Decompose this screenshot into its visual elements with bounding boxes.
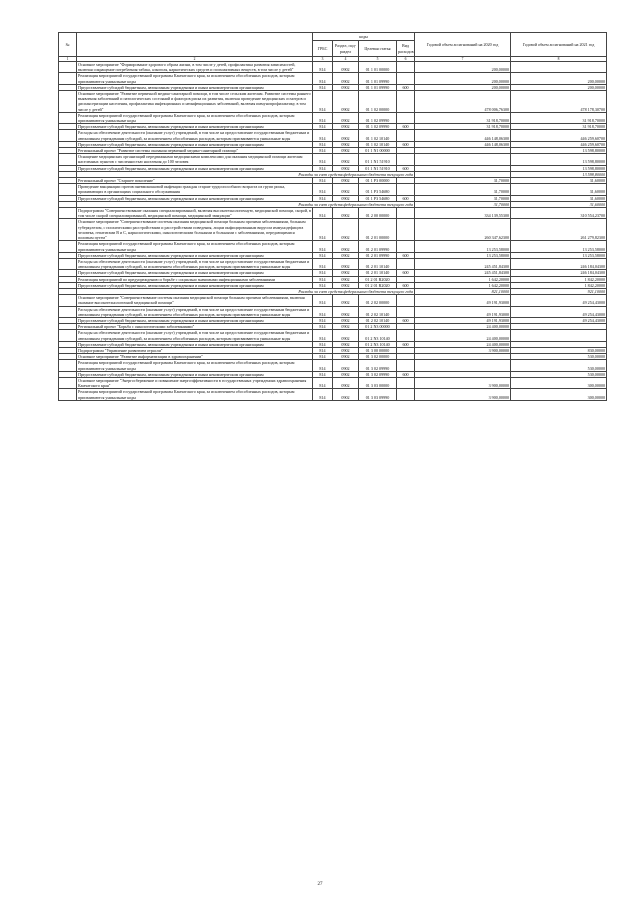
header-razdel: Раздел, под-раздел: [333, 41, 359, 57]
row-number: [59, 241, 77, 252]
row-razdel: 0902: [333, 341, 359, 347]
row-amount-2020: 49 191,93000: [415, 306, 511, 317]
row-grbs: 814: [313, 276, 333, 282]
table-row: [59, 306, 607, 317]
row-vid: 600: [397, 270, 415, 276]
federal-note-text: Расходы за счет средств федерального бюджета текущего года: [77, 171, 415, 177]
row-number: [59, 184, 77, 195]
row-target: 01 2 02 10140: [359, 306, 397, 317]
row-grbs: 814: [313, 219, 333, 241]
row-amount-2021: 830,00000: [511, 347, 607, 353]
table-row: [59, 295, 607, 306]
row-razdel: 0902: [333, 371, 359, 377]
row-target: 01 3 02 00000: [359, 354, 397, 360]
row-description: Региональный проект "Старшее поколение": [77, 178, 313, 184]
row-amount-2020: 24 400,00000: [415, 341, 511, 347]
row-vid: [397, 330, 415, 341]
row-description: Реализация мероприятий государственной программы Камчатского края, за исключением обособленных расходов, которым присваиваются уникальные коды: [77, 112, 313, 123]
row-grbs: 814: [313, 306, 333, 317]
row-razdel: 0902: [333, 124, 359, 130]
row-target: 01 2 01 09990: [359, 252, 397, 258]
row-description: Основное мероприятие "Формирование здорового образа жизни, в том числе у детей, профилактика развития зависимостей, включая сокращение потребления табака, алкоголя, наркотических средств и психоактивных веществ, в том числе у детей": [77, 62, 313, 73]
row-description: Региональный проект "Развитие системы оказания первичной медико-санитарной помощи": [77, 148, 313, 154]
row-number: [59, 360, 77, 371]
row-razdel: 0902: [333, 377, 359, 388]
row-amount-2020: [415, 154, 511, 165]
row-amount-2020: 446 148,06300: [415, 130, 511, 141]
row-vid: 600: [397, 282, 415, 288]
row-description: Предоставление субсидий бюджетным, автономным учреждениям и иным некоммерческим организациям: [77, 84, 313, 90]
row-target: 01 2 02 00000: [359, 295, 397, 306]
row-grbs: 814: [313, 62, 333, 73]
row-amount-2020: 3 900,00000: [415, 377, 511, 388]
row-target: 01 1 N1 51910: [359, 165, 397, 171]
row-target: 01 3 03 09990: [359, 389, 397, 400]
col-num: 8: [511, 57, 607, 62]
row-amount-2021: 446 259,60700: [511, 130, 607, 141]
header-2020: Годовой объем ассигнований на 2020 год: [415, 33, 511, 57]
row-description: Реализация мероприятий государственной программы Камчатского края, за исключением обособленных расходов, которым присваиваются уникальные коды: [77, 360, 313, 371]
row-amount-2020: 334 139,55300: [415, 208, 511, 219]
table-row: [59, 360, 607, 371]
row-amount-2020: 49 191,93000: [415, 317, 511, 323]
row-target: 01 1 01 09990: [359, 84, 397, 90]
row-description: Расходы на обеспечение деятельности (оказание услуг) учреждений, в том числе на предоставление государственным бюджетным и автономным учреждениям субсидий, за исключением обособленных расходов, которым присваиваются уникальные коды: [77, 330, 313, 341]
table-row: [59, 130, 607, 141]
row-grbs: 814: [313, 208, 333, 219]
row-amount-2021: [511, 330, 607, 341]
row-amount-2020: 31,70000: [415, 178, 511, 184]
row-razdel: 0902: [333, 306, 359, 317]
table-row: [59, 112, 607, 123]
row-description: Подпрограмма "Совершенствование оказания специализированной, включая высокотехнологичную, медицинской помощи, скорой, в том числе скорой специализированной, медицинской помощи, медицинской эвакуации": [78, 208, 311, 219]
row-razdel: 0902: [333, 91, 359, 113]
row-amount-2021: 530,00000: [511, 354, 607, 360]
row-description: Предоставление субсидий бюджетным, автономным учреждениям и иным некоммерческим организациям: [77, 317, 313, 323]
page-number: 27: [317, 882, 323, 887]
row-target: 01 1 02 09990: [359, 124, 397, 130]
col-num: 5: [359, 57, 397, 62]
col-num: 3: [313, 57, 333, 62]
federal-amount-2021: 921,10000: [511, 288, 607, 294]
col-num: 4: [333, 57, 359, 62]
row-vid: 600: [397, 141, 415, 147]
row-razdel: 0902: [333, 347, 359, 353]
row-amount-2021: 530,00000: [511, 360, 607, 371]
row-target: 01 2 01 00000: [359, 219, 397, 241]
row-amount-2021: [511, 62, 607, 73]
row-amount-2021: 446 259,60700: [511, 141, 607, 147]
row-amount-2021: 200,00000: [511, 84, 607, 90]
row-grbs: 814: [313, 252, 333, 258]
table-row: [59, 258, 607, 269]
table-row: [59, 219, 607, 241]
row-razdel: 0902: [333, 184, 359, 195]
row-grbs: 814: [313, 347, 333, 353]
row-amount-2021: 13 253,58000: [511, 252, 607, 258]
row-amount-2021: 31,60000: [511, 184, 607, 195]
row-razdel: 0902: [333, 154, 359, 165]
row-number: [59, 330, 77, 341]
row-description: Предоставление субсидий бюджетным, автономным учреждениям и иным некоммерческим организациям: [77, 282, 313, 288]
row-grbs: 814: [313, 241, 333, 252]
row-vid: 600: [397, 252, 415, 258]
row-vid: [397, 208, 415, 219]
row-description: Проведение вакцинации против пневмококковой инфекции граждан старше трудоспособного возраста из групп риска, проживающих в организациях социального обслуживания: [77, 184, 313, 195]
row-target: 01 1 P3 54680: [359, 184, 397, 195]
row-amount-2021: 31,60000: [511, 178, 607, 184]
header-grbs: ГРБС: [313, 41, 333, 57]
row-amount-2021: 49 254,43000: [511, 295, 607, 306]
row-target: 01 1 02 00000: [359, 91, 397, 113]
row-target: 01 2 01 R2020: [359, 282, 397, 288]
row-amount-2021: 261 279,82300: [511, 219, 607, 241]
row-vid: 600: [397, 317, 415, 323]
row-grbs: 814: [313, 324, 333, 330]
row-razdel: 0902: [333, 270, 359, 276]
row-razdel: 0902: [333, 62, 359, 73]
row-target: 01 3 03 00000: [359, 377, 397, 388]
row-target: 01 1 01 09990: [359, 73, 397, 84]
row-vid: 600: [397, 341, 415, 347]
row-razdel: 0902: [333, 389, 359, 400]
row-vid: [397, 130, 415, 141]
row-grbs: 814: [313, 360, 333, 371]
row-amount-2020: 24 400,00000: [415, 330, 511, 341]
row-number: [59, 295, 77, 306]
row-target: 01 2 N3 10140: [359, 330, 397, 341]
header-name: [77, 33, 313, 57]
row-amount-2021: 49 254,43000: [511, 317, 607, 323]
row-number: [59, 62, 77, 73]
row-number: [59, 258, 77, 269]
budget-document: [58, 32, 606, 401]
row-amount-2021: 31,60000: [511, 195, 607, 201]
row-amount-2021: 31 918,70000: [511, 112, 607, 123]
row-razdel: 0902: [333, 258, 359, 269]
row-vid: [397, 154, 415, 165]
table-row: [59, 62, 607, 73]
row-number: [59, 73, 77, 84]
row-amount-2020: 1 642,20000: [415, 282, 511, 288]
row-vid: [397, 360, 415, 371]
row-razdel: 0902: [333, 148, 359, 154]
row-amount-2021: 13 598,80000: [511, 148, 607, 154]
row-description: Предоставление субсидий бюджетным, автономным учреждениям и иным некоммерческим организациям: [77, 371, 313, 377]
federal-note-text: Расходы за счет средств федерального бюджета текущего года: [77, 288, 415, 294]
row-description: Реализация мероприятий государственной программы Камчатского края, за исключением обособленных расходов, которым присваиваются уникальные коды: [77, 389, 313, 400]
row-target: 01 3 02 09990: [359, 360, 397, 371]
row-vid: 600: [397, 165, 415, 171]
col-num: 2: [77, 57, 313, 62]
row-grbs: 814: [313, 148, 333, 154]
row-amount-2021: 246 184,04300: [511, 270, 607, 276]
header-codes: коды: [313, 33, 415, 41]
row-target: 01 1 P3 54680: [359, 195, 397, 201]
row-amount-2021: 1 842,20000: [511, 276, 607, 282]
row-razdel: 0902: [333, 112, 359, 123]
row-target: 01 2 00 00000: [359, 208, 397, 219]
row-description: Основное мероприятие "Развитие информатизации в здравоохранении": [77, 354, 313, 360]
row-grbs: 814: [313, 178, 333, 184]
row-grbs: 814: [313, 130, 333, 141]
row-razdel: 0902: [333, 354, 359, 360]
row-target: 01 2 01 R2020: [359, 276, 397, 282]
row-target: 01 2 N3 10140: [359, 341, 397, 347]
row-amount-2020: 24 400,00000: [415, 324, 511, 330]
row-description: Расходы на обеспечение деятельности (оказание услуг) учреждений, в том числе на предоставление государственным бюджетным и автономным учреждениям субсидий, за исключением обособленных расходов, которым присваиваются уникальные коды: [77, 258, 313, 269]
row-razdel: 0902: [333, 178, 359, 184]
row-description: Подпрограмма "Управление развитием отрасли": [77, 347, 313, 353]
row-description: Предоставление субсидий бюджетным, автономным учреждениям и иным некоммерческим организациям: [77, 165, 313, 171]
row-grbs: 814: [313, 73, 333, 84]
row-amount-2020: 31,70000: [415, 184, 511, 195]
row-description: Оснащение медицинских организаций передвижными медицинскими комплексами для оказания медицинской помощи жителям населенных пунктов с численностью населения до 100 человек: [77, 154, 313, 165]
budget-table: [58, 32, 607, 401]
row-amount-2021: 1 842,20000: [511, 282, 607, 288]
row-amount-2020: 3 900,00000: [415, 347, 511, 353]
row-description: Реализация мероприятий по предупреждению и борьбе с социально значимыми инфекционными заболеваниями: [77, 276, 313, 282]
row-amount-2021: 200,00000: [511, 73, 607, 84]
row-vid: [397, 219, 415, 241]
row-description: Предоставление субсидий бюджетным, автономным учреждениям и иным некоммерческим организациям: [77, 270, 313, 276]
row-grbs: 814: [313, 184, 333, 195]
table-row: [59, 154, 607, 165]
row-number: [59, 219, 77, 241]
header-vid: Вид расходов: [397, 41, 415, 57]
row-amount-2021: 300,00000: [511, 377, 607, 388]
table-row: [59, 184, 607, 195]
row-vid: 600: [397, 195, 415, 201]
row-description: Основное мероприятие "Совершенствование системы оказания медицинской помощи больным прочими заболеваниями, больным туберкулезом, с психическими расстройствами и расстройствами поведения, лицам инфицированным вирусом иммунодефицита человека, гепатитами В и С, наркологическими, онкологическими больными и больными с заболеваниями, передающимися половым путем": [77, 219, 313, 241]
row-razdel: 0902: [333, 295, 359, 306]
row-description: Основное мероприятие "Энергосбережение и повышение энергоэффективности в государственных учреждениях здравоохранения Камчатского края": [77, 377, 313, 388]
row-amount-2020: 31 918,70000: [415, 112, 511, 123]
row-razdel: 0902: [333, 165, 359, 171]
row-razdel: 0902: [333, 241, 359, 252]
row-razdel: 0902: [333, 330, 359, 341]
row-grbs: 814: [313, 84, 333, 90]
row-grbs: 814: [313, 330, 333, 341]
federal-amount-2020: 821,10000: [415, 288, 511, 294]
row-razdel: 0902: [333, 282, 359, 288]
row-target: 01 1 P3 00000: [359, 178, 397, 184]
row-number: [59, 112, 77, 123]
row-vid: [397, 377, 415, 388]
federal-amount-2021: 13 598,80000: [511, 171, 607, 177]
row-grbs: 814: [313, 354, 333, 360]
row-amount-2020: 200,00000: [415, 84, 511, 90]
federal-note-text: Расходы за счет средств федерального бюджета текущего года: [77, 201, 415, 207]
row-amount-2021: 13 253,58000: [511, 241, 607, 252]
table-row: [59, 91, 607, 113]
row-grbs: 814: [313, 141, 333, 147]
row-amount-2021: 310 554,23700: [511, 208, 607, 219]
row-target: 01 3 00 00000: [359, 347, 397, 353]
row-grbs: 814: [313, 295, 333, 306]
row-razdel: 0902: [333, 252, 359, 258]
row-amount-2021: 300,00000: [511, 389, 607, 400]
row-amount-2020: 3 900,00000: [415, 389, 511, 400]
row-grbs: 814: [313, 258, 333, 269]
row-razdel: 0902: [333, 276, 359, 282]
row-razdel: 0902: [333, 130, 359, 141]
row-amount-2020: 260 347,62300: [415, 219, 511, 241]
row-description: Расходы на обеспечение деятельности (оказание услуг) учреждений, в том числе на предоставление государственным бюджетным и автономным учреждениям субсидий, за исключением обособленных расходов, которым присваиваются уникальные коды: [77, 306, 313, 317]
row-target: 01 1 02 10140: [359, 130, 397, 141]
row-target: 01 1 02 10140: [359, 141, 397, 147]
row-description: Предоставление субсидий бюджетным, автономным учреждениям и иным некоммерческим организациям: [77, 124, 313, 130]
row-grbs: 814: [313, 124, 333, 130]
row-description: Предоставление субсидий бюджетным, автономным учреждениям и иным некоммерческим организациям: [77, 141, 313, 147]
row-vid: 600: [397, 84, 415, 90]
row-number: [59, 377, 77, 388]
row-amount-2021: 478 178,30700: [511, 91, 607, 113]
row-razdel: 0902: [333, 317, 359, 323]
row-number: [59, 389, 77, 400]
col-num: 6: [397, 57, 415, 62]
row-grbs: 814: [313, 270, 333, 276]
row-amount-2020: 31,70000: [415, 195, 511, 201]
row-description: Предоставление субсидий бюджетным, автономным учреждениям и иным некоммерческим организациям: [77, 252, 313, 258]
row-amount-2020: 31 918,70000: [415, 124, 511, 130]
row-amount-2021: 246 184,04300: [511, 258, 607, 269]
row-description: Расходы на обеспечение деятельности (оказание услуг) учреждений, в том числе на предоставление государственным бюджетным и автономным учреждениям субсидий, за исключением обособленных расходов, которым присваиваются уникальные коды: [77, 130, 313, 141]
row-description: Предоставление субсидий бюджетным, автономным учреждениям и иным некоммерческим организациям: [77, 195, 313, 201]
col-num: 7: [415, 57, 511, 62]
row-number: [59, 91, 77, 113]
row-description: Основное мероприятие "Совершенствование системы оказания медицинской помощи больным прочими заболеваниями, включая оказание высокотехнологичной медицинской помощи": [77, 295, 313, 306]
row-target: 01 1 01 00000: [359, 62, 397, 73]
row-razdel: 0902: [333, 73, 359, 84]
row-grbs: 814: [313, 112, 333, 123]
table-row: [59, 208, 607, 219]
row-description: Реализация мероприятий государственной программы Камчатского края, за исключением обособленных расходов, которым присваиваются уникальные коды: [77, 73, 313, 84]
row-vid: [397, 184, 415, 195]
table-body: [59, 62, 607, 401]
row-target: 01 2 02 10140: [359, 317, 397, 323]
row-amount-2021: 49 254,43000: [511, 306, 607, 317]
row-vid: [397, 389, 415, 400]
row-target: 01 2 01 10140: [359, 258, 397, 269]
row-razdel: 0902: [333, 195, 359, 201]
row-grbs: 814: [313, 165, 333, 171]
row-number: [59, 154, 77, 165]
row-target: 01 1 N1 51910: [359, 154, 397, 165]
row-vid: [397, 306, 415, 317]
row-razdel: 0902: [333, 141, 359, 147]
row-amount-2020: 13 253,58000: [415, 252, 511, 258]
row-grbs: 814: [313, 154, 333, 165]
row-target: 01 2 01 10140: [359, 270, 397, 276]
row-amount-2020: 446 148,06300: [415, 141, 511, 147]
row-amount-2020: 200,00000: [415, 62, 511, 73]
row-amount-2020: 245 451,84300: [415, 270, 511, 276]
row-number: [59, 306, 77, 317]
col-num: 1: [59, 57, 77, 62]
row-grbs: 814: [313, 317, 333, 323]
row-amount-2020: 245 451,84300: [415, 258, 511, 269]
row-vid: 600: [397, 371, 415, 377]
row-razdel: 0902: [333, 360, 359, 371]
row-razdel: 0902: [333, 324, 359, 330]
table-row: [59, 389, 607, 400]
row-vid: [397, 241, 415, 252]
row-grbs: 814: [313, 377, 333, 388]
row-target: 01 1 N1 00000: [359, 148, 397, 154]
row-amount-2020: [415, 360, 511, 371]
row-description: Основное мероприятие "Развитие первичной медико-санитарной помощи, в том числе сельским жителям. Развитие системы раннего выявления заболеваний и патологических состояний и факторов риска их развития, включая проведение медицинских осмотров и диспансеризации населения, профилактика инфекционных и неинфекционных заболеваний, включая иммунопрофилактику, в том числе у детей": [78, 91, 311, 112]
row-target: 01 2 N3 00000: [359, 324, 397, 330]
row-vid: 600: [397, 124, 415, 130]
row-target: 01 2 01 09990: [359, 241, 397, 252]
row-vid: [397, 73, 415, 84]
header-no: №: [59, 33, 77, 57]
header-target: Целевая статья: [359, 41, 397, 57]
row-grbs: 814: [313, 282, 333, 288]
row-amount-2020: 200,00000: [415, 73, 511, 84]
row-number: [59, 130, 77, 141]
row-amount-2021: 31 918,70000: [511, 124, 607, 130]
row-razdel: 0902: [333, 219, 359, 241]
table-row: [59, 377, 607, 388]
table-row: [59, 241, 607, 252]
row-target: 01 1 02 09990: [359, 112, 397, 123]
row-vid: [397, 258, 415, 269]
row-vid: [397, 295, 415, 306]
row-grbs: 814: [313, 371, 333, 377]
row-amount-2020: 49 191,93000: [415, 295, 511, 306]
row-number: [59, 208, 77, 219]
header-2021: Годовой объем ассигнований на 2021 год: [511, 33, 607, 57]
row-vid: [397, 91, 415, 113]
row-grbs: 814: [313, 341, 333, 347]
row-razdel: 0902: [333, 84, 359, 90]
row-amount-2021: 13 598,80000: [511, 154, 607, 165]
table-row: [59, 73, 607, 84]
row-description: Реализация мероприятий государственной программы Камчатского края, за исключением обособленных расходов, которым присваиваются уникальные коды: [77, 241, 313, 252]
federal-amount-2021: 31,60000: [511, 201, 607, 207]
row-amount-2021: 530,00000: [511, 371, 607, 377]
row-razdel: 0902: [333, 208, 359, 219]
row-grbs: 814: [313, 91, 333, 113]
row-amount-2021: 13 598,80000: [511, 165, 607, 171]
row-grbs: 814: [313, 389, 333, 400]
row-description: Региональный проект "Борьба с онкологическими заболеваниями": [77, 324, 313, 330]
row-description: Предоставление субсидий бюджетным, автономным учреждениям и иным некоммерческим организациям: [77, 341, 313, 347]
row-vid: [397, 62, 415, 73]
row-vid: [397, 112, 415, 123]
federal-amount-2020: 31,70000: [415, 201, 511, 207]
row-amount-2020: 13 253,58000: [415, 241, 511, 252]
row-amount-2020: 1 642,20000: [415, 276, 511, 282]
row-amount-2020: 478 006,76300: [415, 91, 511, 113]
table-row: [59, 330, 607, 341]
row-grbs: 814: [313, 195, 333, 201]
row-target: 01 3 02 09990: [359, 371, 397, 377]
